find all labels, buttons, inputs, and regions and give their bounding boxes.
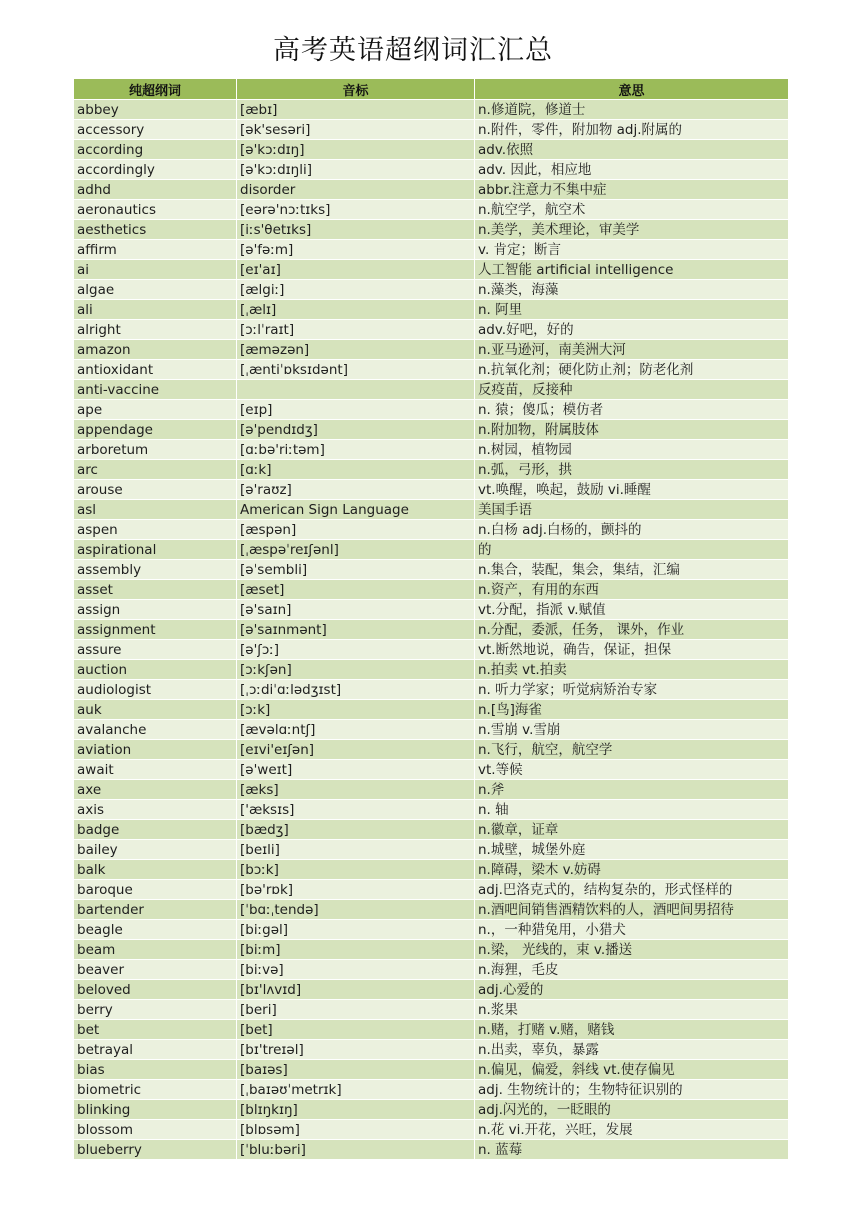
phonetic-cell: [əˈsembli]: [237, 560, 475, 580]
meaning-cell: n.集合，装配，集会，集结，汇编: [475, 560, 789, 580]
meaning-cell: n.附加物，附属肢体: [475, 420, 789, 440]
table-row: [74, 360, 789, 380]
meaning-cell: n.斧: [475, 780, 789, 800]
word-cell: algae: [74, 280, 237, 300]
meaning-cell: n. 猿；傻瓜；模仿者: [475, 400, 789, 420]
column-header-phonetic: 音标: [237, 79, 475, 100]
meaning-cell: n.美学，美术理论，审美学: [475, 220, 789, 240]
table-row: [74, 380, 789, 400]
word-cell: anti-vaccine: [74, 380, 237, 400]
phonetic-cell: [æməzən]: [237, 340, 475, 360]
word-cell: accessory: [74, 120, 237, 140]
word-cell: amazon: [74, 340, 237, 360]
meaning-cell: n.障碍，梁木 v.妨碍: [475, 860, 789, 880]
word-cell: according: [74, 140, 237, 160]
word-cell: aesthetics: [74, 220, 237, 240]
word-cell: abbey: [74, 100, 237, 120]
table-row: [74, 860, 789, 880]
table-header-row: [74, 79, 789, 100]
table-row: [74, 440, 789, 460]
meaning-cell: n.[鸟]海雀: [475, 700, 789, 720]
word-cell: beam: [74, 940, 237, 960]
table-row: [74, 300, 789, 320]
meaning-cell: n.拍卖 vt.拍卖: [475, 660, 789, 680]
word-cell: arc: [74, 460, 237, 480]
meaning-cell: n. 蓝莓: [475, 1140, 789, 1160]
phonetic-cell: [beɪli]: [237, 840, 475, 860]
word-cell: asl: [74, 500, 237, 520]
meaning-cell: n.出卖，辜负，暴露: [475, 1040, 789, 1060]
meaning-cell: vt.唤醒，唤起，鼓励 vi.睡醒: [475, 480, 789, 500]
phonetic-cell: [bə'rɒk]: [237, 880, 475, 900]
meaning-cell: 人工智能 artificial intelligence: [475, 260, 789, 280]
meaning-cell: n.飞行，航空，航空学: [475, 740, 789, 760]
table-row: [74, 740, 789, 760]
word-cell: ali: [74, 300, 237, 320]
phonetic-cell: [ˌbaɪəʊˈmetrɪk]: [237, 1080, 475, 1100]
meaning-cell: 美国手语: [475, 500, 789, 520]
phonetic-cell: [ək'sesəri]: [237, 120, 475, 140]
meaning-cell: adj.巴洛克式的，结构复杂的，形式怪样的: [475, 880, 789, 900]
table-row: [74, 820, 789, 840]
table-row: [74, 600, 789, 620]
word-cell: adhd: [74, 180, 237, 200]
meaning-cell: n.抗氧化剂；硬化防止剂；防老化剂: [475, 360, 789, 380]
phonetic-cell: [bɔːk]: [237, 860, 475, 880]
phonetic-cell: [æspən]: [237, 520, 475, 540]
word-cell: aeronautics: [74, 200, 237, 220]
word-cell: antioxidant: [74, 360, 237, 380]
meaning-cell: adv.好吧，好的: [475, 320, 789, 340]
phonetic-cell: [bɪ'treɪəl]: [237, 1040, 475, 1060]
table-row: [74, 1100, 789, 1120]
phonetic-cell: [ævəlɑːntʃ]: [237, 720, 475, 740]
table-row: [74, 1000, 789, 1020]
meaning-cell: n.亚马逊河，南美洲大河: [475, 340, 789, 360]
table-row: [74, 200, 789, 220]
table-row: [74, 580, 789, 600]
phonetic-cell: [ɑːk]: [237, 460, 475, 480]
phonetic-cell: [biːvə]: [237, 960, 475, 980]
word-cell: blossom: [74, 1120, 237, 1140]
phonetic-cell: [ə'raʊz]: [237, 480, 475, 500]
word-cell: assure: [74, 640, 237, 660]
table-row: [74, 660, 789, 680]
meaning-cell: n.藻类，海藻: [475, 280, 789, 300]
word-cell: bartender: [74, 900, 237, 920]
word-cell: accordingly: [74, 160, 237, 180]
word-cell: biometric: [74, 1080, 237, 1100]
table-row: [74, 1080, 789, 1100]
meaning-cell: n.分配，委派，任务， 课外，作业: [475, 620, 789, 640]
table-row: [74, 960, 789, 980]
phonetic-cell: [ə'fəːm]: [237, 240, 475, 260]
table-body: [74, 100, 789, 1160]
word-cell: beagle: [74, 920, 237, 940]
meaning-cell: n.花 vi.开花，兴旺，发展: [475, 1120, 789, 1140]
phonetic-cell: [ˌæntiˈɒksɪdənt]: [237, 360, 475, 380]
word-cell: auction: [74, 660, 237, 680]
table-row: [74, 340, 789, 360]
table-row: [74, 700, 789, 720]
word-cell: alright: [74, 320, 237, 340]
meaning-cell: n.附件，零件，附加物 adj.附属的: [475, 120, 789, 140]
table-row: [74, 840, 789, 860]
phonetic-cell: [bet]: [237, 1020, 475, 1040]
table-row: [74, 760, 789, 780]
phonetic-cell: [ə'ʃɔː]: [237, 640, 475, 660]
phonetic-cell: [biːm]: [237, 940, 475, 960]
phonetic-cell: [ə'saɪn]: [237, 600, 475, 620]
meaning-cell: n.雪崩 v.雪崩: [475, 720, 789, 740]
phonetic-cell: [bɪ'lʌvɪd]: [237, 980, 475, 1000]
meaning-cell: n.梁， 光线的，束 v.播送: [475, 940, 789, 960]
table-row: [74, 420, 789, 440]
word-cell: axe: [74, 780, 237, 800]
meaning-cell: n.浆果: [475, 1000, 789, 1020]
table-row: [74, 220, 789, 240]
meaning-cell: vt.等候: [475, 760, 789, 780]
phonetic-cell: [ˈbluːbəri]: [237, 1140, 475, 1160]
word-cell: baroque: [74, 880, 237, 900]
meaning-cell: n.修道院，修道士: [475, 100, 789, 120]
word-cell: appendage: [74, 420, 237, 440]
phonetic-cell: [ˌæspəˈreɪʃənl]: [237, 540, 475, 560]
word-cell: ai: [74, 260, 237, 280]
table-row: [74, 940, 789, 960]
meaning-cell: n.城壁，城堡外庭: [475, 840, 789, 860]
phonetic-cell: [eɪvi'eɪʃən]: [237, 740, 475, 760]
vocabulary-table: [73, 78, 789, 1160]
meaning-cell: n.航空学，航空术: [475, 200, 789, 220]
word-cell: bailey: [74, 840, 237, 860]
phonetic-cell: [bædʒ]: [237, 820, 475, 840]
meaning-cell: adj.闪光的，一眨眼的: [475, 1100, 789, 1120]
meaning-cell: n.偏见，偏爱，斜线 vt.使存偏见: [475, 1060, 789, 1080]
meaning-cell: n.白杨 adj.白杨的，颤抖的: [475, 520, 789, 540]
table-row: [74, 900, 789, 920]
table-row: [74, 540, 789, 560]
table-row: [74, 320, 789, 340]
word-cell: beloved: [74, 980, 237, 1000]
word-cell: badge: [74, 820, 237, 840]
word-cell: bias: [74, 1060, 237, 1080]
meaning-cell: n.赌，打赌 v.赌，赌钱: [475, 1020, 789, 1040]
word-cell: aspirational: [74, 540, 237, 560]
phonetic-cell: [ælgiː]: [237, 280, 475, 300]
meaning-cell: n.徽章，证章: [475, 820, 789, 840]
word-cell: berry: [74, 1000, 237, 1020]
table-row: [74, 920, 789, 940]
table-row: [74, 620, 789, 640]
table-row: [74, 720, 789, 740]
phonetic-cell: [ɔːkʃən]: [237, 660, 475, 680]
phonetic-cell: [biːgəl]: [237, 920, 475, 940]
table-row: [74, 160, 789, 180]
meaning-cell: n.海狸，毛皮: [475, 960, 789, 980]
table-row: [74, 240, 789, 260]
table-row: [74, 1040, 789, 1060]
word-cell: bet: [74, 1020, 237, 1040]
table-row: [74, 180, 789, 200]
table-row: [74, 100, 789, 120]
meaning-cell: v. 肯定；断言: [475, 240, 789, 260]
meaning-cell: vt.断然地说，确告，保证，担保: [475, 640, 789, 660]
column-header-meaning: 意思: [475, 79, 789, 100]
word-cell: aviation: [74, 740, 237, 760]
table-row: [74, 980, 789, 1000]
table-row: [74, 680, 789, 700]
table-row: [74, 1060, 789, 1080]
column-header-word: 纯超纲词: [74, 79, 237, 100]
table-row: [74, 520, 789, 540]
word-cell: affirm: [74, 240, 237, 260]
word-cell: await: [74, 760, 237, 780]
word-cell: assembly: [74, 560, 237, 580]
meaning-cell: vt.分配，指派 v.赋值: [475, 600, 789, 620]
word-cell: beaver: [74, 960, 237, 980]
phonetic-cell: [ɔːk]: [237, 700, 475, 720]
phonetic-cell: [æks]: [237, 780, 475, 800]
phonetic-cell: ['æksɪs]: [237, 800, 475, 820]
meaning-cell: n.，一种猎兔用，小猎犬: [475, 920, 789, 940]
word-cell: assign: [74, 600, 237, 620]
table-row: [74, 1120, 789, 1140]
meaning-cell: abbr.注意力不集中症: [475, 180, 789, 200]
table-row: [74, 640, 789, 660]
phonetic-cell: [ˌɔːdiˈɑːlədʒɪst]: [237, 680, 475, 700]
meaning-cell: 反疫苗，反接种: [475, 380, 789, 400]
table-row: [74, 560, 789, 580]
table-row: [74, 780, 789, 800]
phonetic-cell: [iːs'θetɪks]: [237, 220, 475, 240]
word-cell: audiologist: [74, 680, 237, 700]
table-row: [74, 1020, 789, 1040]
phonetic-cell: American Sign Language: [237, 500, 475, 520]
phonetic-cell: [eɪ'aɪ]: [237, 260, 475, 280]
phonetic-cell: [æbɪ]: [237, 100, 475, 120]
table-row: [74, 1140, 789, 1160]
table-row: [74, 800, 789, 820]
meaning-cell: adv.依照: [475, 140, 789, 160]
phonetic-cell: [ə'saɪnmənt]: [237, 620, 475, 640]
word-cell: avalanche: [74, 720, 237, 740]
word-cell: arouse: [74, 480, 237, 500]
table-row: [74, 140, 789, 160]
meaning-cell: adj. 生物统计的；生物特征识别的: [475, 1080, 789, 1100]
phonetic-cell: [beri]: [237, 1000, 475, 1020]
word-cell: blinking: [74, 1100, 237, 1120]
phonetic-cell: [baɪəs]: [237, 1060, 475, 1080]
meaning-cell: 的: [475, 540, 789, 560]
phonetic-cell: [ˌælɪ]: [237, 300, 475, 320]
phonetic-cell: [ə'pendɪdʒ]: [237, 420, 475, 440]
word-cell: betrayal: [74, 1040, 237, 1060]
meaning-cell: n. 阿里: [475, 300, 789, 320]
phonetic-cell: [eərə'nɔːtɪks]: [237, 200, 475, 220]
phonetic-cell: [ə'weɪt]: [237, 760, 475, 780]
phonetic-cell: [eɪp]: [237, 400, 475, 420]
phonetic-cell: disorder: [237, 180, 475, 200]
meaning-cell: n.酒吧间销售酒精饮料的人，酒吧间男招待: [475, 900, 789, 920]
word-cell: axis: [74, 800, 237, 820]
table-row: [74, 460, 789, 480]
meaning-cell: n. 听力学家；听觉病矫治专家: [475, 680, 789, 700]
phonetic-cell: [æset]: [237, 580, 475, 600]
word-cell: assignment: [74, 620, 237, 640]
meaning-cell: n.树园，植物园: [475, 440, 789, 460]
table-row: [74, 120, 789, 140]
word-cell: aspen: [74, 520, 237, 540]
meaning-cell: n. 轴: [475, 800, 789, 820]
phonetic-cell: [blɒsəm]: [237, 1120, 475, 1140]
phonetic-cell: [ˈbɑːˌtendə]: [237, 900, 475, 920]
table-row: [74, 480, 789, 500]
phonetic-cell: [ɑːbə'riːtəm]: [237, 440, 475, 460]
word-cell: blueberry: [74, 1140, 237, 1160]
word-cell: balk: [74, 860, 237, 880]
table-row: [74, 500, 789, 520]
phonetic-cell: [237, 380, 475, 400]
phonetic-cell: [ə'kɔːdɪŋli]: [237, 160, 475, 180]
phonetic-cell: [ɔːlˈraɪt]: [237, 320, 475, 340]
meaning-cell: n.弧，弓形，拱: [475, 460, 789, 480]
word-cell: arboretum: [74, 440, 237, 460]
phonetic-cell: [ə'kɔːdɪŋ]: [237, 140, 475, 160]
page-title: 高考英语超纲词汇汇总: [273, 35, 553, 67]
meaning-cell: n.资产，有用的东西: [475, 580, 789, 600]
table-row: [74, 280, 789, 300]
word-cell: auk: [74, 700, 237, 720]
table-row: [74, 880, 789, 900]
meaning-cell: adv. 因此，相应地: [475, 160, 789, 180]
table-row: [74, 400, 789, 420]
phonetic-cell: [blɪŋkɪŋ]: [237, 1100, 475, 1120]
meaning-cell: adj.心爱的: [475, 980, 789, 1000]
table-row: [74, 260, 789, 280]
word-cell: asset: [74, 580, 237, 600]
word-cell: ape: [74, 400, 237, 420]
